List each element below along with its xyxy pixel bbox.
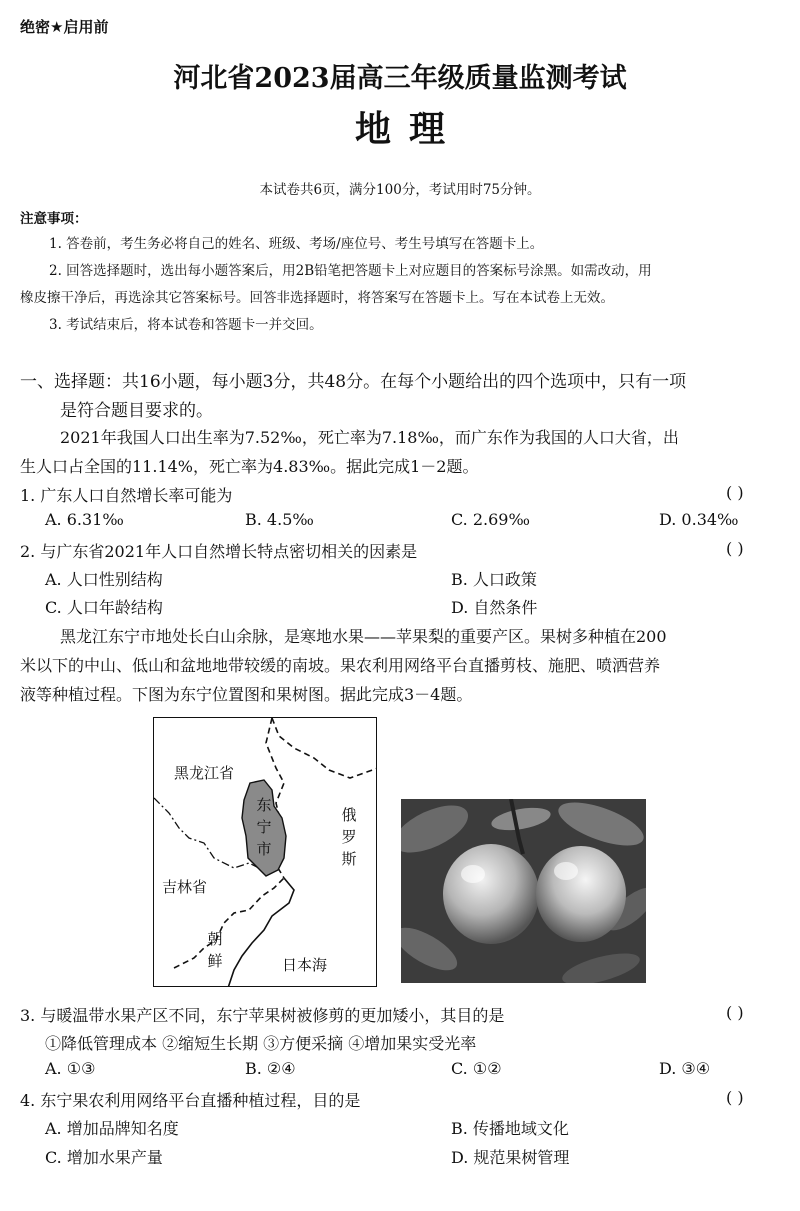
question-3-option-a: A. ①③ [45, 1059, 96, 1078]
question-3-statements: ①降低管理成本 ②缩短生长期 ③方便采摘 ④增加果实受光率 [45, 1034, 477, 1053]
pear-right [536, 846, 626, 942]
section-heading: 一、选择题：共16小题，每小题3分，共48分。在每个小题给出的四个选项中，只有一项 [20, 372, 687, 392]
question-4-option-c: C. 增加水果产量 [45, 1148, 163, 1167]
note-item-1: 1. 答卷前，考生务必将自己的姓名、班级、考场/座位号、考生号填写在答题卡上。 [49, 236, 544, 252]
map-label-korea: 朝鲜 [207, 930, 223, 970]
note-item-3: 3. 考试结束后，将本试卷和答题卡一并交回。 [49, 317, 323, 333]
passage-2-line-1: 黑龙江东宁市地处长白山余脉，是寒地水果——苹果梨的重要产区。果树多种植在200 [60, 627, 667, 646]
russia-border-north [272, 718, 377, 778]
passage-1-line-1: 2021年我国人口出生率为7.52‰，死亡率为7.18‰，而广东作为我国的人口大省，出 [60, 428, 679, 447]
exam-title: 河北省2023届高三年级质量监测考试 [173, 63, 627, 94]
fruit-illustration [401, 799, 646, 983]
question-2-option-d: D. 自然条件 [451, 598, 538, 617]
question-2-option-b: B. 人口政策 [451, 570, 537, 589]
question-4-option-b: B. 传播地域文化 [451, 1119, 569, 1138]
section-heading-cont: 是符合题目要求的。 [60, 401, 213, 421]
fruit-tree-photo [401, 799, 646, 983]
question-1-option-b: B. 4.5‰ [245, 510, 314, 529]
note-item-2-cont: 橡皮擦干净后，再选涂其它答案标号。回答非选择题时，将答案写在答题卡上。写在本试卷上无效。 [20, 290, 614, 306]
question-2-option-c: C. 人口年龄结构 [45, 598, 163, 617]
question-2-option-a: A. 人口性别结构 [45, 570, 163, 589]
question-4-stem: 4. 东宁果农利用网络平台直播种植过程，目的是 [20, 1091, 361, 1110]
question-3-option-c: C. ①② [451, 1059, 502, 1078]
question-3-option-d: D. ③④ [659, 1059, 711, 1078]
map-label-jilin: 吉林省 [162, 878, 208, 896]
confidential-label: 绝密★启用前 [20, 18, 109, 36]
map-label-heilongjiang: 黑龙江省 [174, 764, 235, 782]
question-1-option-c: C. 2.69‰ [451, 510, 530, 529]
question-3-stem: 3. 与暖温带水果产区不同，东宁苹果树被修剪的更加矮小，其目的是 [20, 1006, 505, 1025]
pear-left [443, 844, 539, 944]
question-4-answer-blank: ( ) [726, 1088, 744, 1107]
question-1-option-a: A. 6.31‰ [45, 510, 124, 529]
map-label-sea: 日本海 [282, 956, 328, 974]
notes-heading: 注意事项： [20, 211, 88, 227]
map-label-dongning: 东宁市 [256, 796, 272, 858]
passage-2-line-2: 米以下的中山、低山和盆地地带较缓的南坡。果农利用网络平台直播剪枝、施肥、喷洒营养 [20, 656, 661, 675]
note-item-2: 2. 回答选择题时，选出每小题答案后，用2B铅笔把答题卡上对应题目的答案标号涂黑。如需改动，用 [49, 263, 652, 279]
question-1-answer-blank: ( ) [726, 483, 744, 502]
question-3-option-b: B. ②④ [245, 1059, 296, 1078]
subject-title: 地理 [354, 108, 463, 150]
question-1-stem: 1. 广东人口自然增长率可能为 [20, 486, 233, 505]
dongning-location-map [153, 717, 377, 987]
question-1-option-d: D. 0.34‰ [659, 510, 739, 529]
passage-2-line-3: 液等种植过程。下图为东宁位置图和果树图。据此完成3－4题。 [20, 685, 473, 704]
passage-1-line-2: 生人口占全国的11.14%，死亡率为4.83‰。据此完成1－2题。 [20, 457, 479, 476]
question-4-option-a: A. 增加品牌知名度 [45, 1119, 179, 1138]
question-3-answer-blank: ( ) [726, 1003, 744, 1022]
exam-info: 本试卷共6页，满分100分，考试用时75分钟。 [259, 182, 541, 198]
question-4-option-d: D. 规范果树管理 [451, 1148, 570, 1167]
question-2-answer-blank: ( ) [726, 539, 744, 558]
map-label-russia: 俄罗斯 [341, 806, 357, 868]
question-2-stem: 2. 与广东省2021年人口自然增长特点密切相关的因素是 [20, 542, 418, 561]
